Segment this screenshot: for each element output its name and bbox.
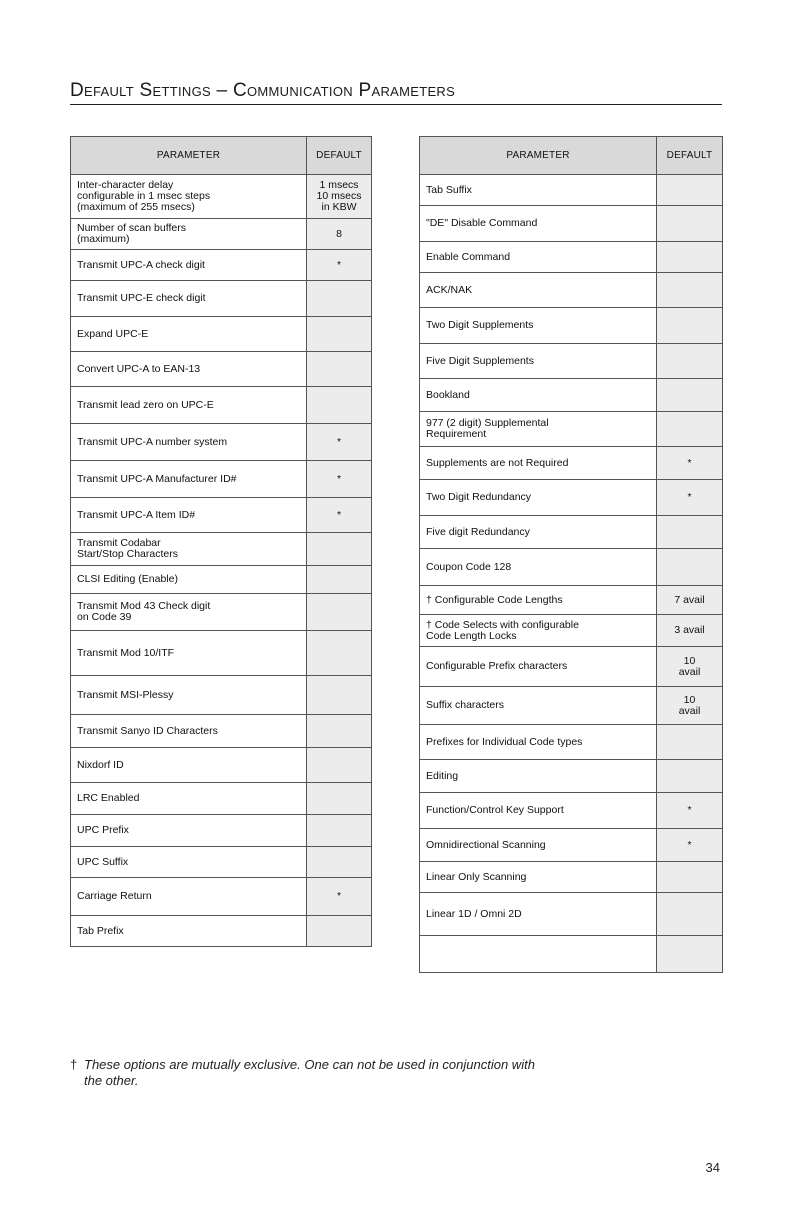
parameter-cell: LRC Enabled [71,783,307,815]
default-cell [307,676,372,715]
parameter-cell: 977 (2 digit) Supplemental Requirement [420,412,657,447]
table-row [420,242,723,273]
table-row [420,447,723,480]
table-row [71,461,372,498]
default-cell: 8 [307,219,372,250]
table-row [420,760,723,793]
table-row [71,352,372,387]
default-cell [657,206,723,242]
default-cell: * [307,461,372,498]
parameter-cell: Transmit lead zero on UPC-E [71,387,307,424]
parameter-cell: Five Digit Supplements [420,344,657,379]
parameter-cell: Transmit Codabar Start/Stop Characters [71,533,307,566]
table-row [420,862,723,893]
default-cell: * [307,878,372,916]
parameter-cell: Transmit UPC-A check digit [71,250,307,281]
default-cell [657,379,723,412]
parameter-cell: Transmit MSI-Plessy [71,676,307,715]
default-cell: 3 avail [657,615,723,647]
default-cell [657,175,723,206]
default-cell: 10 avail [657,647,723,687]
default-cell: * [657,829,723,862]
parameter-cell: CLSI Editing (Enable) [71,566,307,594]
parameter-cell: Transmit Mod 10/ITF [71,631,307,676]
parameter-cell: Supplements are not Required [420,447,657,480]
parameter-cell: Bookland [420,379,657,412]
parameter-cell: Tab Suffix [420,175,657,206]
table-row [420,549,723,586]
table-row [420,647,723,687]
parameter-cell: ACK/NAK [420,273,657,308]
parameter-cell: Two Digit Redundancy [420,480,657,516]
page-number: 34 [705,1160,720,1175]
default-cell [307,631,372,676]
parameter-cell: Linear 1D / Omni 2D [420,893,657,936]
default-column-header: DEFAULT [657,137,723,175]
default-cell [657,725,723,760]
parameter-cell: "DE" Disable Command [420,206,657,242]
parameter-cell: Transmit UPC-A number system [71,424,307,461]
table-row [420,893,723,936]
table-row [71,631,372,676]
table-row [71,815,372,847]
table-row [71,533,372,566]
parameter-cell: Convert UPC-A to EAN-13 [71,352,307,387]
parameter-cell: Function/Control Key Support [420,793,657,829]
parameter-cell: Transmit UPC-A Manufacturer ID# [71,461,307,498]
footnote-line-2: the other. [84,1073,139,1088]
table-row [420,936,723,973]
default-cell [657,862,723,893]
table-row [420,480,723,516]
parameter-column-header: PARAMETER [420,137,657,175]
table-row [71,498,372,533]
parameter-cell: † Configurable Code Lengths [420,586,657,615]
parameter-cell: Prefixes for Individual Code types [420,725,657,760]
default-cell [307,352,372,387]
parameter-cell: Transmit UPC-E check digit [71,281,307,317]
parameter-cell: UPC Prefix [71,815,307,847]
parameter-cell: Inter-character delay configurable in 1 msec steps (maximum of 255 msecs) [71,175,307,219]
table-row [71,878,372,916]
table-row [71,250,372,281]
default-cell [307,815,372,847]
parameter-cell: Configurable Prefix characters [420,647,657,687]
parameter-cell: Enable Command [420,242,657,273]
table-row [71,175,372,219]
default-cell [657,242,723,273]
default-cell [307,281,372,317]
default-cell [657,344,723,379]
table-header-row [71,137,372,175]
default-cell: * [307,424,372,461]
parameter-cell: Two Digit Supplements [420,308,657,344]
table-row [420,687,723,725]
table-row [71,847,372,878]
table-row [71,916,372,947]
default-cell [657,412,723,447]
parameter-cell: Transmit Sanyo ID Characters [71,715,307,748]
parameter-cell [420,936,657,973]
table-row [71,424,372,461]
default-cell [307,594,372,631]
parameter-cell: UPC Suffix [71,847,307,878]
default-cell [307,317,372,352]
left-parameter-table [70,136,372,947]
default-cell [307,748,372,783]
footnote [70,1057,730,1089]
table-row [71,387,372,424]
table-header-row [420,137,723,175]
table-row [71,281,372,317]
default-cell [657,273,723,308]
table-row [71,715,372,748]
parameter-cell: Editing [420,760,657,793]
default-cell [307,847,372,878]
table-row [71,566,372,594]
default-cell [657,516,723,549]
footnote-line-1: These options are mutually exclusive. One can not be used in conjunction with [84,1057,535,1072]
table-row [420,412,723,447]
default-cell [657,760,723,793]
default-cell: 1 msecs 10 msecs in KBW [307,175,372,219]
default-cell: * [657,793,723,829]
default-cell [307,566,372,594]
right-parameter-table [419,136,723,973]
default-cell: * [307,250,372,281]
parameter-cell: † Code Selects with configurable Code Length Locks [420,615,657,647]
parameter-cell: Nixdorf ID [71,748,307,783]
parameter-cell: Linear Only Scanning [420,862,657,893]
table-row [71,783,372,815]
default-cell: 10 avail [657,687,723,725]
default-cell [307,916,372,947]
table-row [420,829,723,862]
dagger-symbol: † [70,1057,78,1072]
table-row [71,748,372,783]
table-row [420,586,723,615]
table-row [420,615,723,647]
parameter-cell: Expand UPC-E [71,317,307,352]
table-row [420,344,723,379]
default-cell [307,533,372,566]
default-cell [307,715,372,748]
table-row [71,676,372,715]
table-row [71,317,372,352]
parameter-cell: Number of scan buffers (maximum) [71,219,307,250]
default-cell [657,936,723,973]
table-row [71,219,372,250]
page-title: Default Settings – Communication Parameters [70,80,722,105]
default-column-header: DEFAULT [307,137,372,175]
default-cell: * [657,480,723,516]
table-row [420,175,723,206]
parameter-cell: Carriage Return [71,878,307,916]
table-row [71,594,372,631]
parameter-cell: Coupon Code 128 [420,549,657,586]
default-cell: 7 avail [657,586,723,615]
default-cell [657,308,723,344]
table-row [420,206,723,242]
table-row [420,379,723,412]
table-row [420,793,723,829]
default-cell [307,783,372,815]
parameter-cell: Transmit UPC-A Item ID# [71,498,307,533]
parameter-cell: Five digit Redundancy [420,516,657,549]
default-cell [657,893,723,936]
default-cell [307,387,372,424]
parameter-cell: Transmit Mod 43 Check digit on Code 39 [71,594,307,631]
parameter-cell: Tab Prefix [71,916,307,947]
table-row [420,725,723,760]
table-row [420,273,723,308]
default-cell: * [657,447,723,480]
default-cell: * [307,498,372,533]
parameter-cell: Omnidirectional Scanning [420,829,657,862]
parameter-column-header: PARAMETER [71,137,307,175]
table-row [420,308,723,344]
parameter-cell: Suffix characters [420,687,657,725]
table-row [420,516,723,549]
default-cell [657,549,723,586]
